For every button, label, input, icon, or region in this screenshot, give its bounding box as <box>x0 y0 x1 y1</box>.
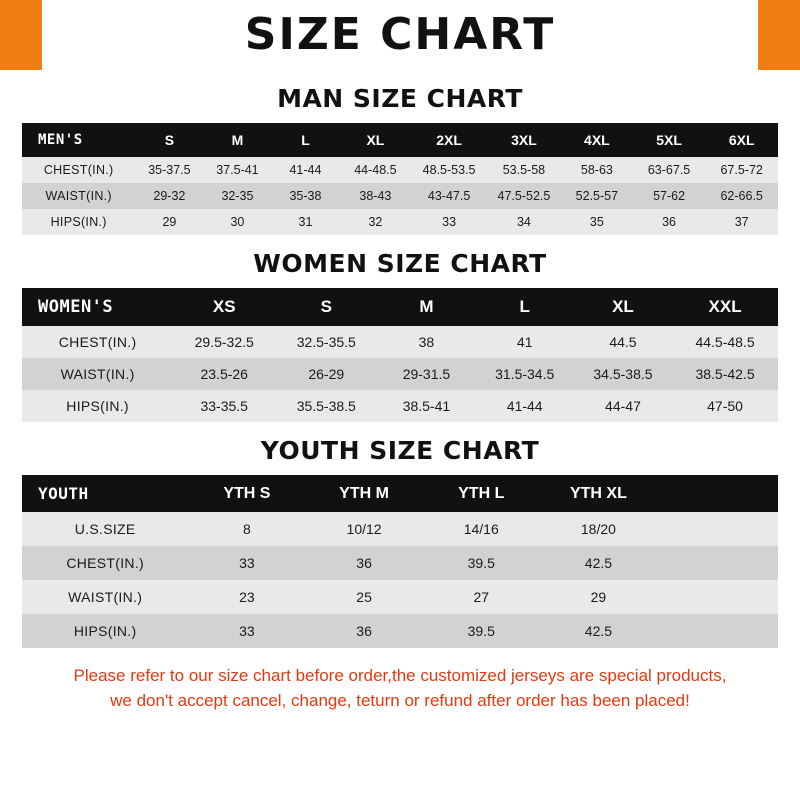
cell: 38.5-41 <box>377 390 475 422</box>
table-row <box>22 358 778 390</box>
women-size-table <box>22 288 778 422</box>
cell: 29 <box>540 580 657 614</box>
col-header-womens: WOMEN'S <box>22 288 173 326</box>
col-header-xl: XL <box>574 288 672 326</box>
row-label-hips: HIPS(IN.) <box>22 614 188 648</box>
cell: 43-47.5 <box>411 183 487 209</box>
cell: 29 <box>135 209 203 235</box>
section-title-youth: YOUTH SIZE CHART <box>260 436 540 465</box>
cell: 48.5-53.5 <box>411 157 487 183</box>
cell: 38.5-42.5 <box>672 358 778 390</box>
cell: 31 <box>271 209 339 235</box>
row-label-waist: WAIST(IN.) <box>22 183 135 209</box>
table-header-row <box>22 123 778 157</box>
cell: 39.5 <box>423 546 540 580</box>
cell: 44-48.5 <box>339 157 411 183</box>
row-label-chest: CHEST(IN.) <box>22 546 188 580</box>
cell: 29-31.5 <box>377 358 475 390</box>
cell: 31.5-34.5 <box>476 358 574 390</box>
col-header-2xl: 2XL <box>411 123 487 157</box>
table-row <box>22 614 778 648</box>
row-label-hips: HIPS(IN.) <box>22 390 173 422</box>
header-bar <box>0 0 800 70</box>
cell: 30 <box>203 209 271 235</box>
cell: 23 <box>188 580 305 614</box>
row-label-chest: CHEST(IN.) <box>22 326 173 358</box>
col-header-l: L <box>271 123 339 157</box>
cell: 37.5-41 <box>203 157 271 183</box>
cell: 47.5-52.5 <box>487 183 561 209</box>
cell: 52.5-57 <box>561 183 633 209</box>
cell <box>657 512 778 546</box>
col-header-m: M <box>203 123 271 157</box>
cell: 36 <box>633 209 706 235</box>
cell <box>657 546 778 580</box>
col-header-m: M <box>377 288 475 326</box>
cell: 32 <box>339 209 411 235</box>
col-header-yth-m: YTH M <box>305 475 422 512</box>
cell <box>657 580 778 614</box>
row-label-waist: WAIST(IN.) <box>22 358 173 390</box>
col-header-4xl: 4XL <box>561 123 633 157</box>
cell: 33 <box>188 546 305 580</box>
youth-size-table <box>22 475 778 648</box>
cell: 36 <box>305 546 422 580</box>
col-header-xl: XL <box>339 123 411 157</box>
cell: 38-43 <box>339 183 411 209</box>
cell: 8 <box>188 512 305 546</box>
col-header-yth-l: YTH L <box>423 475 540 512</box>
cell <box>657 614 778 648</box>
cell: 23.5-26 <box>173 358 275 390</box>
cell: 35-37.5 <box>135 157 203 183</box>
cell: 18/20 <box>540 512 657 546</box>
col-header-l: L <box>476 288 574 326</box>
table-row <box>22 326 778 358</box>
cell: 44.5-48.5 <box>672 326 778 358</box>
cell: 32.5-35.5 <box>275 326 377 358</box>
cell: 33 <box>188 614 305 648</box>
cell: 27 <box>423 580 540 614</box>
cell: 35-38 <box>271 183 339 209</box>
cell: 33 <box>411 209 487 235</box>
col-header-3xl: 3XL <box>487 123 561 157</box>
col-header-xs: XS <box>173 288 275 326</box>
page-title: SIZE CHART <box>219 4 581 66</box>
cell: 32-35 <box>203 183 271 209</box>
table-row <box>22 512 778 546</box>
cell: 35.5-38.5 <box>275 390 377 422</box>
cell: 29.5-32.5 <box>173 326 275 358</box>
col-header-xxl: XXL <box>672 288 778 326</box>
footer-note-line-2: we don't accept cancel, change, teturn or refund after order has been placed! <box>110 690 690 710</box>
content <box>0 84 800 713</box>
cell: 25 <box>305 580 422 614</box>
table-row <box>22 580 778 614</box>
col-header-yth-xl: YTH XL <box>540 475 657 512</box>
cell: 42.5 <box>540 614 657 648</box>
cell: 44.5 <box>574 326 672 358</box>
cell: 67.5-72 <box>705 157 778 183</box>
cell: 41 <box>476 326 574 358</box>
cell: 10/12 <box>305 512 422 546</box>
cell: 63-67.5 <box>633 157 706 183</box>
cell: 38 <box>377 326 475 358</box>
row-label-hips: HIPS(IN.) <box>22 209 135 235</box>
section-title-man: MAN SIZE CHART <box>277 84 523 113</box>
cell: 35 <box>561 209 633 235</box>
cell: 42.5 <box>540 546 657 580</box>
cell: 41-44 <box>271 157 339 183</box>
row-label-waist: WAIST(IN.) <box>22 580 188 614</box>
cell: 41-44 <box>476 390 574 422</box>
table-header-row <box>22 475 778 512</box>
table-header-row <box>22 288 778 326</box>
cell: 37 <box>705 209 778 235</box>
col-header-yth-s: YTH S <box>188 475 305 512</box>
cell: 26-29 <box>275 358 377 390</box>
col-header-youth: YOUTH <box>22 475 188 512</box>
cell: 34.5-38.5 <box>574 358 672 390</box>
col-header-mens: MEN'S <box>22 123 135 157</box>
table-row <box>22 209 778 235</box>
col-header-s: S <box>275 288 377 326</box>
cell: 58-63 <box>561 157 633 183</box>
cell: 14/16 <box>423 512 540 546</box>
footer-note-line-1: Please refer to our size chart before order,the customized jerseys are special products, <box>73 666 727 685</box>
cell: 39.5 <box>423 614 540 648</box>
row-label-us-size: U.S.SIZE <box>22 512 188 546</box>
section-title-women: WOMEN SIZE CHART <box>253 249 547 278</box>
table-row <box>22 390 778 422</box>
cell: 29-32 <box>135 183 203 209</box>
table-row <box>22 157 778 183</box>
cell: 36 <box>305 614 422 648</box>
row-label-chest: CHEST(IN.) <box>22 157 135 183</box>
table-row <box>22 183 778 209</box>
cell: 57-62 <box>633 183 706 209</box>
col-header-s: S <box>135 123 203 157</box>
cell: 62-66.5 <box>705 183 778 209</box>
cell: 44-47 <box>574 390 672 422</box>
table-row <box>22 546 778 580</box>
col-header-empty <box>657 475 778 512</box>
col-header-6xl: 6XL <box>705 123 778 157</box>
cell: 34 <box>487 209 561 235</box>
men-size-table <box>22 123 778 235</box>
cell: 47-50 <box>672 390 778 422</box>
cell: 53.5-58 <box>487 157 561 183</box>
col-header-5xl: 5XL <box>633 123 706 157</box>
cell: 33-35.5 <box>173 390 275 422</box>
footer-note <box>22 664 778 713</box>
